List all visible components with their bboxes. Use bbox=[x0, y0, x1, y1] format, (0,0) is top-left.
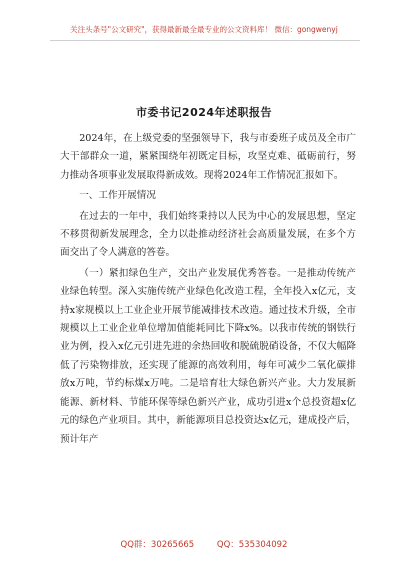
paragraph-green-production: （一）紧扣绿色生产，交出产业发展优秀答卷。一是推动传统产业绿色转型。深入实施传统产业绿色化改造工程，全年投入x亿元，支持x家规模以上工业企业开展节能减排技术改造。通过技术升级，全市规模以上工业企业单位增加值能耗同比下降x%。以我市传统的钢铁行业为例，投入x亿元引进先进的余热回收和脱硫脱硝设备，不仅大幅降低了污染物排放，还实现了能源的高效利用，每年可减少二氧化碳排放x万吨，节约标煤x万吨。二是培育壮大绿色新兴产业。大力发展新能源、新材料、节能环保等绿色新兴产业，成功引进x个总投资超x亿元的绿色产业项目。其中，新能源项目总投资达x亿元，建成投产后，预计年产 bbox=[60, 267, 356, 445]
header-divider bbox=[50, 40, 360, 41]
footer-qq-group: QQ群：30265665 bbox=[120, 540, 195, 550]
paragraph-intro: 2024年，在上级党委的坚强领导下，我与市委班子成员及全市广大干部群众一道，紧紧围绕年初既定目标，攻坚克难、砥砺前行，努力推动各项事业发展取得新成效。现将2024年工作情况汇报如下。 bbox=[60, 133, 356, 181]
footer-contact bbox=[0, 538, 408, 550]
document-title: 市委书记2024年述职报告 bbox=[135, 106, 273, 119]
footer-qq: QQ：535304092 bbox=[216, 540, 288, 550]
section-heading: 一、工作开展情况 bbox=[79, 190, 156, 202]
paragraph-overview: 在过去的一年中，我们始终秉持以人民为中心的发展思想，坚定不移贯彻新发展理念，全力以赴推动经济社会高质量发展，在多个方面交出了令人满意的答卷。 bbox=[60, 210, 356, 259]
document-body bbox=[60, 130, 356, 449]
header-promo-note: 关注头条号"公文研究"，获得最新最全最专业的公文资料库！ 微信：gongwenyj bbox=[70, 25, 338, 34]
